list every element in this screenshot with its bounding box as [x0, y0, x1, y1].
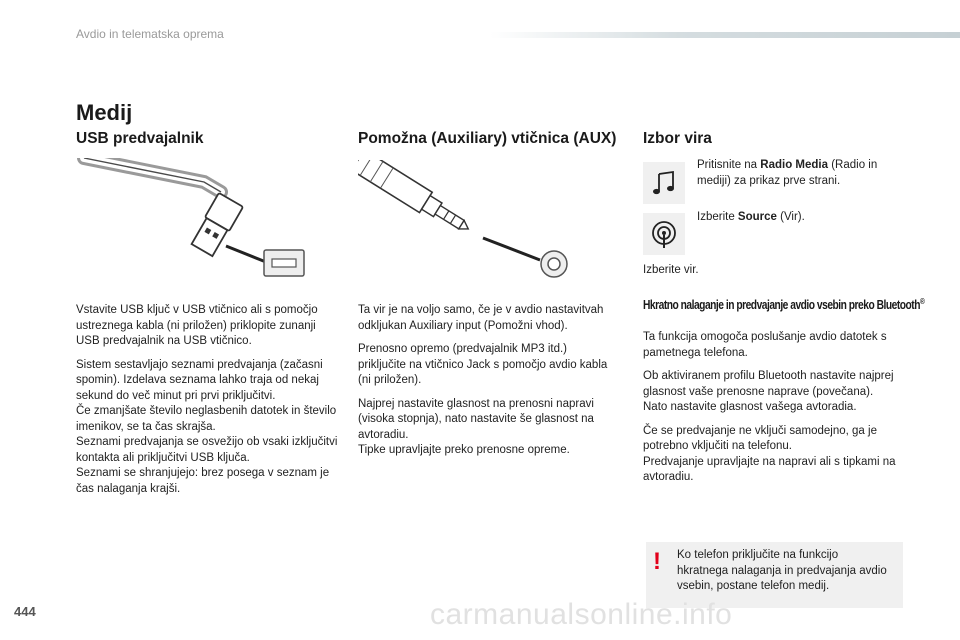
watermark: carmanualsonline.info — [430, 598, 733, 631]
aux-paragraph-1: Ta vir je na voljo samo, če je v avdio nastavitvah odkljukan Auxiliary input (Pomožni vhod). — [358, 304, 604, 332]
header-bar — [490, 32, 960, 38]
section-title: Medij — [76, 100, 133, 125]
bluetooth-paragraph-1: Ta funkcija omogoča poslušanje avdio datotek s pametnega telefona. — [643, 331, 887, 359]
aux-jack-illustration — [358, 160, 588, 285]
bluetooth-heading: Hkratno nalaganje in predvajanje avdio vsebin preko Bluetooth® — [643, 297, 925, 313]
radio-media-label: Radio Media — [760, 159, 829, 171]
aux-paragraph-3: Najprej nastavite glasnost na prenosni napravi (visoka stopnja), nato nastavite še glasnost na avtoradiu. Tipke upravljajte preko prenosne opreme. — [358, 397, 594, 456]
music-note-icon — [643, 162, 685, 204]
aux-paragraph-2: Prenosno opremo (predvajalnik MP3 itd.) priključite na vtičnico Jack s pomočjo avdio kabla (ni priložen). — [358, 343, 608, 386]
usb-plug-illustration — [76, 158, 326, 283]
source-step-3: Izberite vir. — [643, 264, 699, 276]
header-title: Avdio in telematska oprema — [76, 27, 224, 41]
bluetooth-paragraph-2: Ob aktiviranem profilu Bluetooth nastavite najprej glasnost vaše prenosne naprave (povečana). Nato nastavite glasnost vašega avtoradia. — [643, 370, 894, 413]
usb-paragraph-1: Vstavite USB ključ v USB vtičnico ali s pomočjo ustreznega kabla (ni priložen) priklopite zunanji USB predvajalnik na USB vtičnico. — [76, 304, 318, 347]
source-icon — [643, 213, 685, 255]
note-text: Ko telefon priključite na funkcijo hkratnega nalaganja in predvajanja avdio vsebin, postane telefon medij. — [677, 549, 887, 592]
bluetooth-paragraph-3: Če se predvajanje ne vključi samodejno, ga je potrebno vključiti na telefonu. Predvajanje upravljajte na napravi ali s tipkami na avtoradiu. — [643, 424, 896, 483]
source-step-1: Pritisnite na Radio Media (Radio in mediji) za prikaz prve strani. — [697, 159, 878, 187]
warning-icon: ! — [653, 548, 661, 575]
usb-text — [76, 303, 338, 505]
source-title: Izbor vira — [643, 130, 712, 147]
aux-text — [358, 303, 608, 467]
page-number: 444 — [14, 604, 36, 619]
bluetooth-text — [643, 330, 905, 494]
source-step-2: Izberite Source (Vir). — [697, 211, 805, 223]
usb-title: USB predvajalnik — [76, 130, 204, 147]
aux-title: Pomožna (Auxiliary) vtičnica (AUX) — [358, 130, 617, 147]
source-label: Source — [737, 211, 777, 223]
usb-paragraph-2: Sistem sestavljajo seznami predvajanja (začasni spomin). Izdelava seznama lahko traja od nekaj sekund do več minut pri prvi priključitvi. Če zmanjšate število neglasbenih datotek in število imenikov, se ta čas skrajša. Seznami predvajanja se osvežijo ob vsaki izključitvi kontakta ali priključitvi USB ključa. Seznami se shranjujejo: brez posega v seznam je čas nalaganja krajši. — [76, 358, 338, 495]
